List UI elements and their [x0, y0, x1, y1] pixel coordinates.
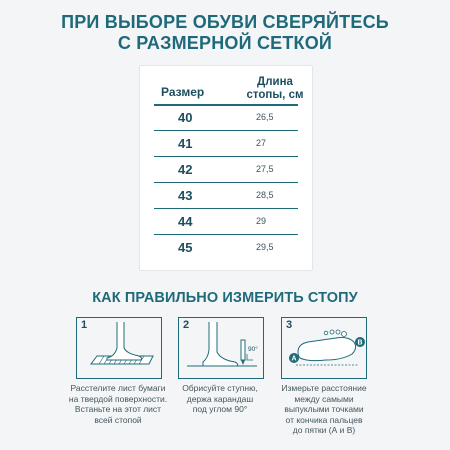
- table-row: [154, 106, 298, 131]
- length-cell: 26,5: [256, 112, 274, 122]
- row-divider: [154, 182, 298, 183]
- table-row: [154, 158, 298, 183]
- size-cell: 45: [178, 240, 193, 255]
- step-2-description: [170, 383, 270, 415]
- table-row: [154, 132, 298, 157]
- step-3-description: [272, 383, 376, 436]
- foot-on-paper-icon: [77, 318, 161, 378]
- size-cell: 43: [178, 188, 193, 203]
- point-b-label: B: [357, 339, 363, 347]
- point-a-label: A: [291, 355, 297, 363]
- step-2-line: под углом 90°: [192, 404, 248, 414]
- foot-measure-icon: [282, 318, 366, 378]
- step-1-illustration: [76, 317, 162, 379]
- step-3-line: Измерьте расстояние: [281, 383, 367, 393]
- length-cell: 27: [256, 138, 267, 148]
- table-row: [154, 184, 298, 209]
- step-1-line: Встаньте на этот лист: [74, 404, 162, 414]
- length-cell: 27,5: [256, 164, 274, 174]
- table-row: [154, 210, 298, 235]
- length-cell: 29: [256, 216, 267, 226]
- step-number: 3: [286, 319, 293, 331]
- step-1-description: [66, 383, 170, 425]
- step-2-illustration: [178, 317, 264, 379]
- step-1-line: Расстелите лист бумаги: [70, 383, 166, 393]
- column-header-length: [240, 76, 310, 102]
- size-table: [139, 65, 313, 271]
- row-divider: [154, 208, 298, 209]
- step-3-illustration: [281, 317, 367, 379]
- length-cell: 28,5: [256, 190, 274, 200]
- page-title-line1: ПРИ ВЫБОРЕ ОБУВИ СВЕРЯЙТЕСЬ: [61, 12, 389, 32]
- table-row: [154, 236, 298, 261]
- howto-title: КАК ПРАВИЛЬНО ИЗМЕРИТЬ СТОПУ: [92, 290, 358, 306]
- size-cell: 44: [178, 214, 193, 229]
- step-2-line: Обрисуйте ступню,: [182, 383, 258, 393]
- size-cell: 41: [178, 136, 193, 151]
- step-1-line: на твердой поверхности.: [68, 393, 168, 404]
- row-divider: [154, 234, 298, 235]
- size-cell: 40: [178, 110, 193, 125]
- angle-label: 90°: [248, 346, 258, 353]
- column-header-length-line1: Длина: [257, 76, 293, 88]
- step-number: 2: [183, 319, 190, 331]
- row-divider: [154, 156, 298, 157]
- step-3-line: от кончика пальцев: [285, 414, 363, 425]
- step-1-line: всей стопой: [94, 414, 142, 425]
- length-cell: 29,5: [256, 242, 274, 252]
- step-3-line: между самыми: [294, 393, 354, 404]
- row-divider: [154, 130, 298, 131]
- page-title-line2: С РАЗМЕРНОЙ СЕТКОЙ: [117, 33, 333, 53]
- column-header-size: Размер: [161, 85, 205, 99]
- step-3-line: выпуклыми точками: [284, 404, 364, 414]
- column-header-length-line2: стопы, см: [246, 89, 304, 101]
- step-2-line: держа карандаш: [186, 393, 254, 404]
- size-cell: 42: [178, 162, 193, 177]
- foot-outline-pencil-icon: [179, 318, 263, 378]
- step-3-line: до пятки (А и В): [292, 425, 356, 435]
- step-number: 1: [81, 319, 88, 331]
